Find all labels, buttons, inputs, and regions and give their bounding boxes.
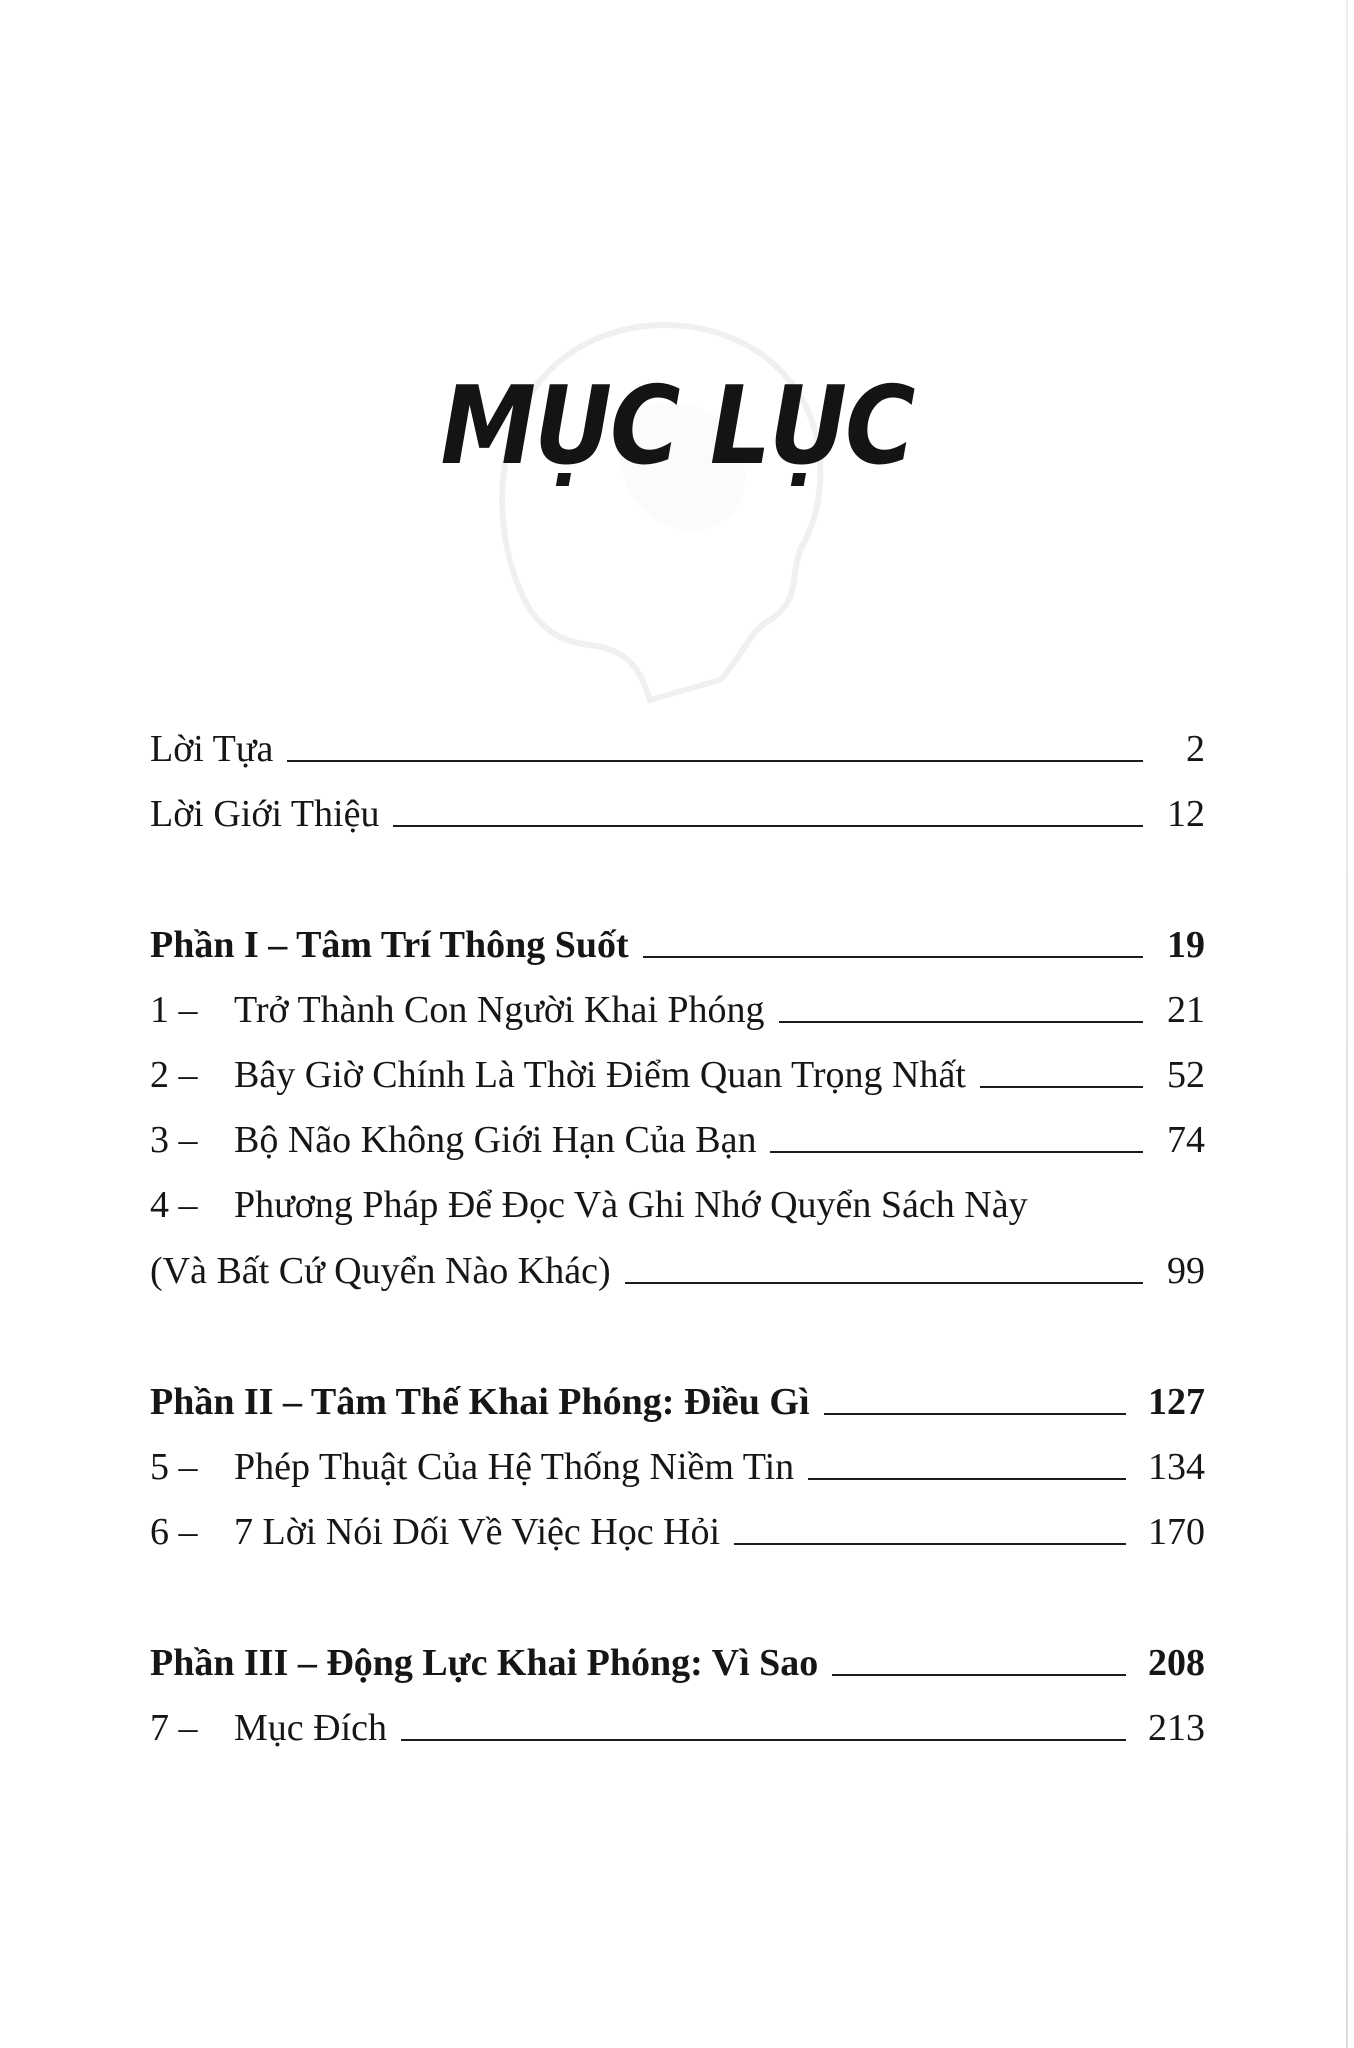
toc-chapter-1[interactable] xyxy=(150,969,1205,1029)
toc-page-number: 52 xyxy=(1167,1054,1205,1096)
toc-chapter-4-continuation[interactable] xyxy=(150,1230,1205,1290)
leader-line xyxy=(287,760,1143,762)
toc-part-3-heading[interactable] xyxy=(150,1622,1205,1682)
leader-line xyxy=(393,825,1143,827)
toc-chapter-2[interactable] xyxy=(150,1034,1205,1094)
toc-page-number: 127 xyxy=(1148,1381,1205,1423)
page-title: MỤC LỤC xyxy=(440,363,914,489)
leader-line xyxy=(808,1478,1126,1480)
head-silhouette-watermark xyxy=(470,280,850,720)
toc-page-number: 208 xyxy=(1148,1642,1205,1684)
toc-page-number: 74 xyxy=(1167,1119,1205,1161)
leader-line xyxy=(643,956,1143,958)
toc-chapter-3[interactable] xyxy=(150,1099,1205,1159)
toc-page-number: 2 xyxy=(1186,728,1205,770)
toc-chapter-6[interactable] xyxy=(150,1491,1205,1551)
toc-page-number: 12 xyxy=(1167,793,1205,835)
leader-line xyxy=(832,1674,1126,1676)
chapter-title: Mục Đích xyxy=(234,1707,388,1749)
chapter-number: 7 – xyxy=(150,1707,198,1749)
toc-part-label: Phần II – Tâm Thế Khai Phóng: Điều Gì xyxy=(150,1381,810,1423)
leader-line xyxy=(824,1413,1126,1415)
leader-line xyxy=(779,1021,1143,1023)
chapter-title: Bộ Não Không Giới Hạn Của Bạn xyxy=(234,1119,757,1161)
toc-page-number: 19 xyxy=(1167,924,1205,966)
toc-part-label: Phần III – Động Lực Khai Phóng: Vì Sao xyxy=(150,1642,819,1684)
toc-part-2-heading[interactable] xyxy=(150,1361,1205,1421)
chapter-number: 4 – xyxy=(150,1184,198,1226)
toc-entry-introduction[interactable] xyxy=(150,773,1205,833)
toc-page-number: 134 xyxy=(1148,1446,1205,1488)
toc-part-1-heading[interactable] xyxy=(150,904,1205,964)
toc-page-number: 213 xyxy=(1148,1707,1205,1749)
leader-line xyxy=(770,1151,1143,1153)
chapter-title: Bây Giờ Chính Là Thời Điểm Quan Trọng Nhất xyxy=(234,1054,966,1096)
toc-chapter-5[interactable] xyxy=(150,1426,1205,1486)
toc-chapter-4[interactable] xyxy=(150,1164,1205,1224)
chapter-title: Phép Thuật Của Hệ Thống Niềm Tin xyxy=(234,1446,795,1488)
chapter-title-continuation: (Và Bất Cứ Quyển Nào Khác) xyxy=(150,1250,611,1292)
toc-chapter-7[interactable] xyxy=(150,1687,1205,1747)
toc-page-number: 170 xyxy=(1148,1511,1205,1553)
chapter-number: 6 – xyxy=(150,1511,198,1553)
chapter-number: 1 – xyxy=(150,989,198,1031)
leader-line xyxy=(980,1086,1143,1088)
toc-page-number: 99 xyxy=(1167,1250,1205,1292)
leader-line xyxy=(401,1739,1126,1741)
chapter-title: 7 Lời Nói Dối Về Việc Học Hỏi xyxy=(234,1511,721,1553)
toc-part-label: Phần I – Tâm Trí Thông Suốt xyxy=(150,924,629,966)
chapter-title: Trở Thành Con Người Khai Phóng xyxy=(234,989,765,1031)
leader-line xyxy=(734,1543,1126,1545)
chapter-number: 3 – xyxy=(150,1119,198,1161)
toc-entry-preface[interactable] xyxy=(150,708,1205,768)
page-edge xyxy=(1346,0,1348,2048)
chapter-number: 2 – xyxy=(150,1054,198,1096)
leader-line xyxy=(625,1282,1143,1284)
chapter-number: 5 – xyxy=(150,1446,198,1488)
toc-entry-label: Lời Tựa xyxy=(150,728,274,770)
chapter-title: Phương Pháp Để Đọc Và Ghi Nhớ Quyển Sách Này xyxy=(234,1184,1028,1226)
toc-entry-label: Lời Giới Thiệu xyxy=(150,793,380,835)
toc-page-number: 21 xyxy=(1167,989,1205,1031)
